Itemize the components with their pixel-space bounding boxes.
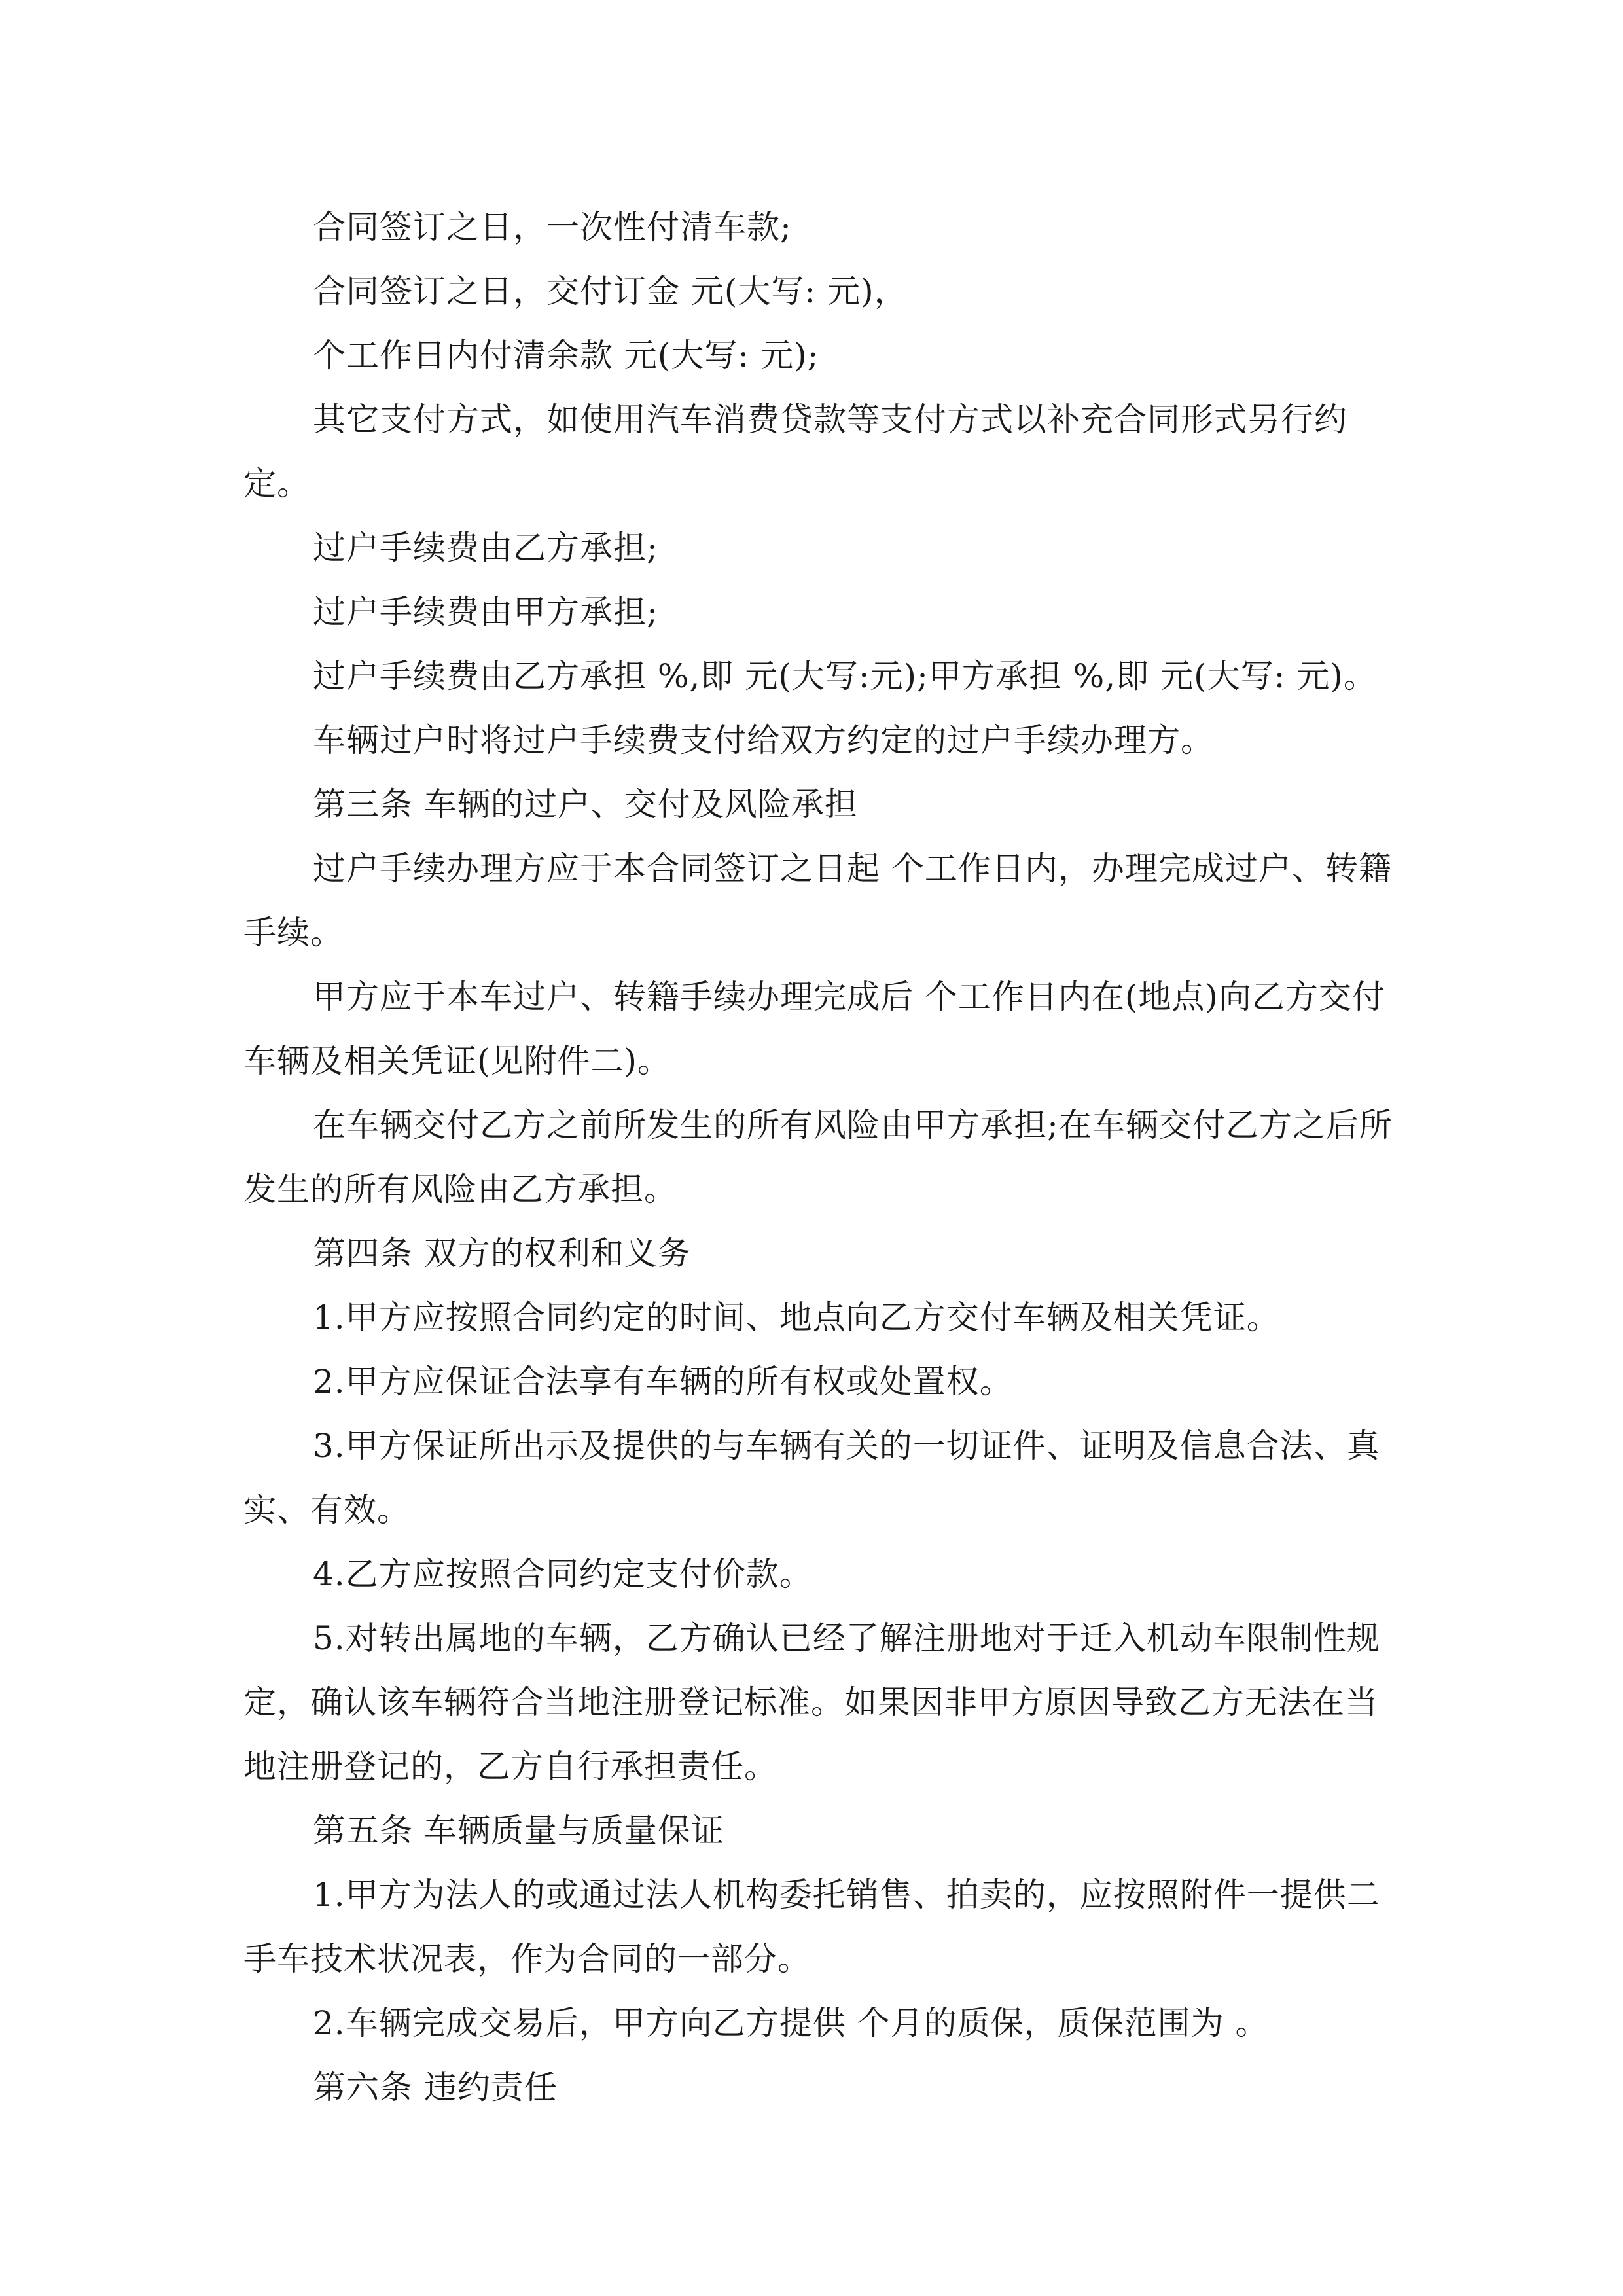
- contract-body: [243, 195, 1395, 2119]
- paragraph: 合同签订之日，一次性付清车款;: [313, 208, 792, 246]
- section-heading: 第三条 车辆的过户、交付及风险承担: [313, 785, 858, 823]
- paragraph: 个工作日内付清余款 元(大写: 元);: [313, 336, 819, 374]
- paragraph: 过户手续费由甲方承担;: [313, 593, 658, 631]
- list-item: 3.甲方保证所出示及提供的与车辆有关的一切证件、证明及信息合法、真实、有效。: [243, 1427, 1380, 1529]
- paragraph: 过户手续费由乙方承担 %,即 元(大写:元);甲方承担 %,即 元(大写: 元)。: [313, 657, 1377, 695]
- list-item: 2.车辆完成交易后，甲方向乙方提供 个月的质保，质保范围为 。: [313, 2004, 1269, 2042]
- paragraph: 在车辆交付乙方之前所发生的所有风险由甲方承担;在车辆交付乙方之后所发生的所有风险由乙方承担。: [243, 1106, 1393, 1208]
- paragraph: 过户手续费由乙方承担;: [313, 529, 658, 567]
- paragraph: 车辆过户时将过户手续费支付给双方约定的过户手续办理方。: [313, 721, 1214, 759]
- section-heading: 第六条 违约责任: [313, 2068, 558, 2106]
- list-item: 5.对转出属地的车辆，乙方确认已经了解注册地对于迁入机动车限制性规定，确认该车辆符合当地注册登记标准。如果因非甲方原因导致乙方无法在当地注册登记的，乙方自行承担责任。: [243, 1619, 1380, 1785]
- list-item: 4.乙方应按照合同约定支付价款。: [313, 1555, 813, 1593]
- section-heading: 第四条 双方的权利和义务: [313, 1234, 691, 1272]
- section-heading: 第五条 车辆质量与质量保证: [313, 1812, 724, 1850]
- list-item: 2.甲方应保证合法享有车辆的所有权或处置权。: [313, 1363, 1013, 1401]
- paragraph: 其它支付方式，如使用汽车消费贷款等支付方式以补充合同形式另行约定。: [243, 401, 1347, 503]
- list-item: 1.甲方为法人的或通过法人机构委托销售、拍卖的，应按照附件一提供二手车技术状况表，作为合同的一部分。: [243, 1876, 1380, 1978]
- paragraph: 合同签订之日，交付订金 元(大写: 元)，: [313, 272, 908, 310]
- list-item: 1.甲方应按照合同约定的时间、地点向乙方交付车辆及相关凭证。: [313, 1299, 1280, 1336]
- paragraph: 过户手续办理方应于本合同签订之日起 个工作日内，办理完成过户、转籍手续。: [243, 850, 1392, 952]
- paragraph: 甲方应于本车过户、转籍手续办理完成后 个工作日内在(地点)向乙方交付车辆及相关凭证(见附件二)。: [243, 978, 1385, 1080]
